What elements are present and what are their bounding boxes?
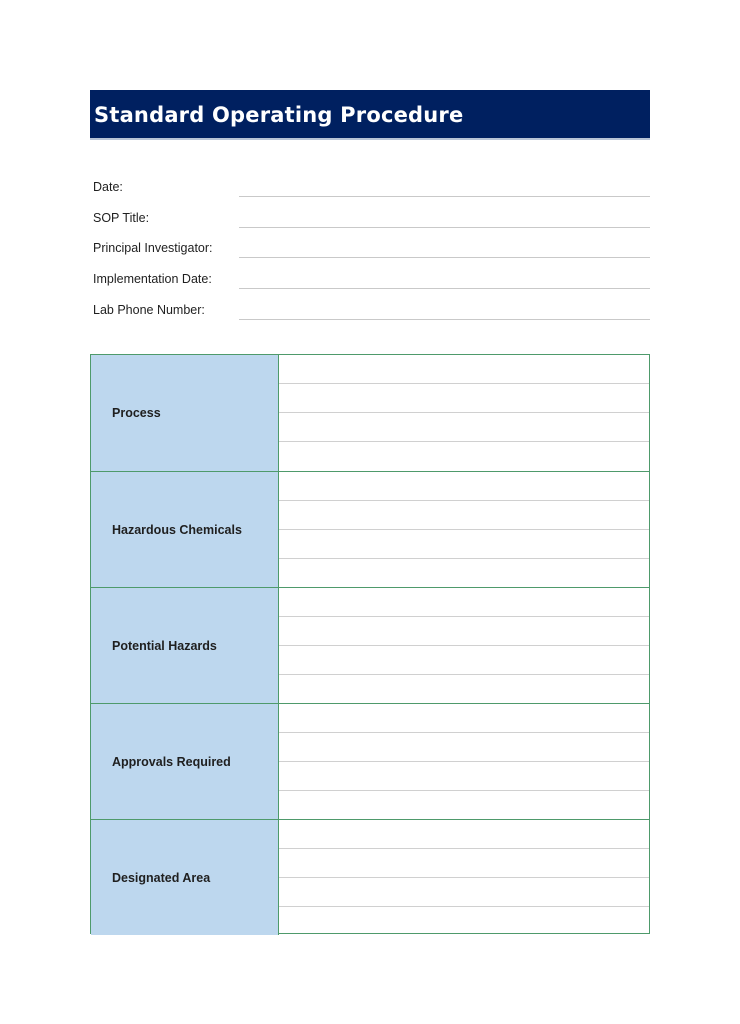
lab-phone-field[interactable] — [239, 319, 650, 320]
field-row-lab-phone[interactable] — [93, 295, 650, 326]
date-field[interactable] — [239, 196, 650, 197]
entry-line[interactable] — [279, 645, 649, 646]
entry-line[interactable] — [279, 790, 649, 791]
section-label-cell — [91, 820, 279, 935]
entry-line[interactable] — [279, 383, 649, 384]
principal-investigator-field[interactable] — [239, 257, 650, 258]
entry-line[interactable] — [279, 412, 649, 413]
field-label-sop-title: SOP Title: — [93, 210, 150, 225]
section-label-cell — [91, 704, 279, 819]
field-row-implementation-date[interactable] — [93, 264, 650, 295]
header-fields — [93, 172, 650, 325]
field-label-lab-phone: Lab Phone Number: — [93, 302, 205, 317]
entry-line[interactable] — [279, 877, 649, 878]
field-label-principal-investigator: Principal Investigator: — [93, 241, 213, 256]
section-label-cell — [91, 355, 279, 471]
section-entry-area[interactable] — [279, 472, 649, 587]
field-label-implementation-date: Implementation Date: — [93, 272, 212, 287]
entry-line[interactable] — [279, 906, 649, 907]
section-hazardous-chemicals — [91, 471, 649, 587]
entry-line[interactable] — [279, 441, 649, 442]
entry-line[interactable] — [279, 500, 649, 501]
entry-line[interactable] — [279, 529, 649, 530]
field-label-date: Date: — [93, 180, 123, 194]
implementation-date-field[interactable] — [239, 288, 650, 289]
entry-line[interactable] — [279, 558, 649, 559]
sop-sections-table — [90, 354, 650, 934]
section-potential-hazards — [91, 587, 649, 703]
entry-line[interactable] — [279, 732, 649, 733]
section-label-process: Process — [112, 406, 161, 420]
entry-line[interactable] — [279, 848, 649, 849]
section-process — [91, 355, 649, 471]
entry-line[interactable] — [279, 674, 649, 675]
sop-title-field[interactable] — [239, 227, 650, 228]
section-label-cell — [91, 472, 279, 587]
entry-line[interactable] — [279, 761, 649, 762]
section-entry-area[interactable] — [279, 355, 649, 471]
section-label-cell — [91, 588, 279, 703]
page-title: Standard Operating Procedure — [94, 103, 464, 127]
title-banner — [90, 90, 650, 140]
field-row-date[interactable] — [93, 172, 650, 203]
field-row-principal-investigator[interactable] — [93, 233, 650, 264]
section-label-hazardous-chemicals: Hazardous Chemicals — [112, 522, 242, 537]
entry-line[interactable] — [279, 616, 649, 617]
section-entry-area[interactable] — [279, 588, 649, 703]
section-entry-area[interactable] — [279, 820, 649, 935]
section-designated-area — [91, 819, 649, 935]
section-approvals-required — [91, 703, 649, 819]
section-label-potential-hazards: Potential Hazards — [112, 638, 217, 653]
section-label-approvals-required: Approvals Required — [112, 754, 231, 769]
field-row-sop-title[interactable] — [93, 203, 650, 234]
section-label-designated-area: Designated Area — [112, 870, 211, 885]
section-entry-area[interactable] — [279, 704, 649, 819]
